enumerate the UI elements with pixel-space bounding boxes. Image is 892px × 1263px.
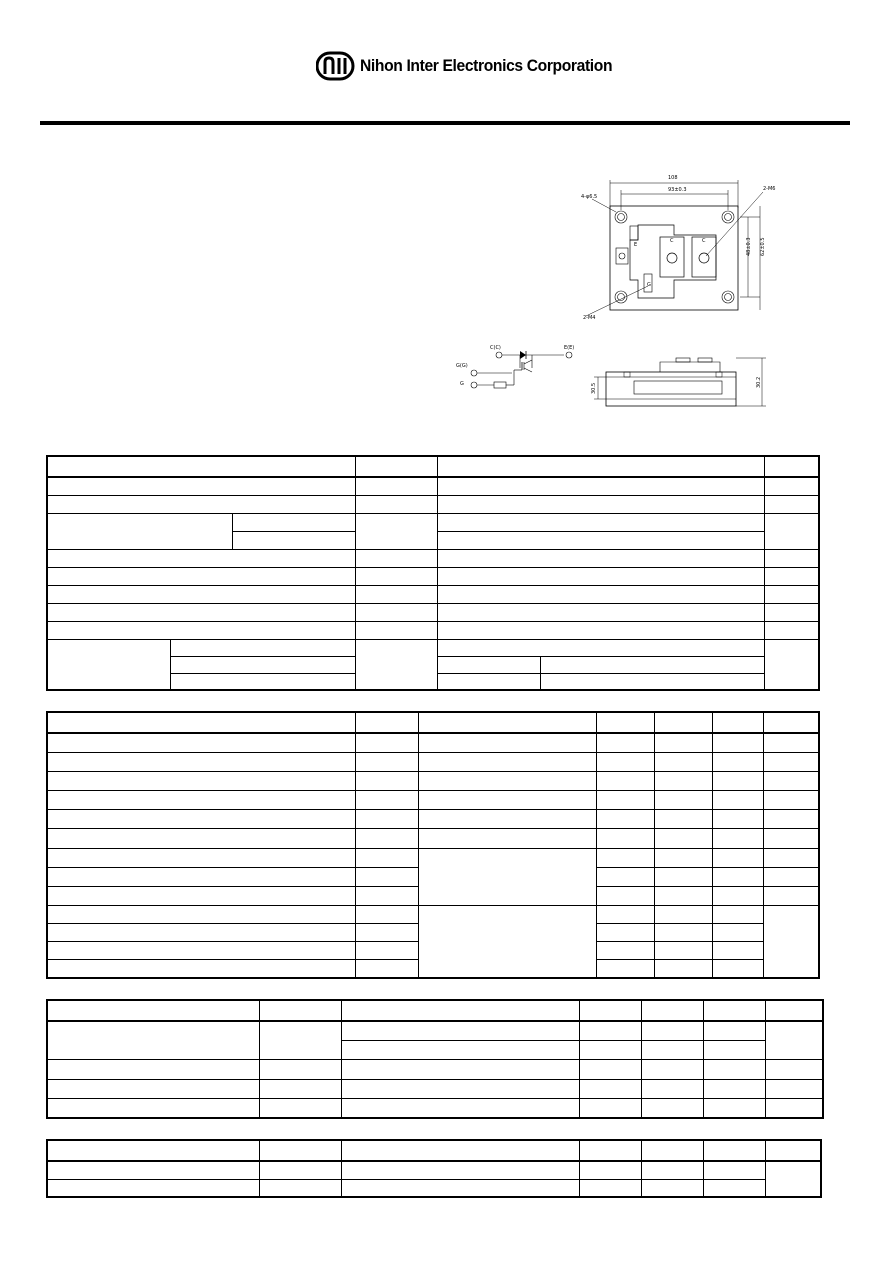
mounting-hole-tl	[615, 211, 627, 223]
table-row	[47, 621, 819, 639]
table-row	[47, 567, 819, 585]
table-row	[47, 513, 819, 531]
side-dim-b: 30.2	[756, 376, 762, 388]
dim-holes: 4-φ6.5	[581, 194, 598, 200]
screw-top-label: 2-M6	[763, 186, 776, 192]
terminal-c1-label: C	[670, 238, 674, 244]
mounting-hole-br	[722, 291, 734, 303]
table-row	[47, 1140, 821, 1161]
terminal-g-label: G	[647, 282, 651, 288]
circuit-label-g-left: G(G)	[456, 363, 468, 369]
table-row	[47, 905, 819, 923]
table-row	[47, 848, 819, 867]
dim-height-b: 62±0.5	[760, 237, 766, 256]
dim-height-a: 48±0.3	[746, 237, 752, 256]
table-row	[47, 1161, 821, 1179]
table-row	[47, 733, 819, 752]
equivalent-circuit	[452, 338, 582, 398]
package-outline-top-view	[578, 170, 778, 320]
table-row	[47, 771, 819, 790]
nie-logo-icon	[316, 50, 356, 82]
table-row	[47, 495, 819, 513]
table-row	[47, 829, 819, 848]
package-outline-side-view	[590, 352, 775, 412]
circuit-label-g: G	[460, 381, 464, 387]
table-row	[47, 1079, 823, 1098]
dim-inner: 93±0.3	[668, 187, 687, 193]
table-row	[47, 585, 819, 603]
thermal-characteristics-table	[46, 1139, 822, 1198]
terminal-e-label: E	[634, 242, 638, 248]
circuit-label-c: C(C)	[490, 345, 501, 351]
table-row	[47, 752, 819, 771]
circuit-label-e: E(E)	[564, 345, 575, 351]
table-row	[47, 810, 819, 829]
table-row	[47, 477, 819, 495]
company-name: Nihon Inter Electronics Corporation	[360, 56, 613, 75]
mounting-hole-tr	[722, 211, 734, 223]
table-row	[47, 1000, 823, 1021]
maximum-ratings-table	[46, 455, 820, 691]
table-row	[47, 1099, 823, 1118]
company-logo	[316, 50, 634, 82]
table-row	[47, 712, 819, 733]
diode-characteristics-table	[46, 999, 824, 1119]
table-row	[47, 791, 819, 810]
screw-bottom-label: 2-M4	[583, 315, 596, 320]
table-row	[47, 456, 819, 477]
dim-overall: 108	[668, 175, 678, 181]
table-row	[47, 1021, 823, 1040]
table-row	[47, 639, 819, 656]
side-dim-a: 30.5	[591, 382, 597, 394]
table-row	[47, 603, 819, 621]
header-rule	[40, 121, 850, 125]
table-row	[47, 1179, 821, 1197]
terminal-c2-label: C	[702, 238, 706, 244]
electrical-characteristics-table	[46, 711, 820, 979]
table-row	[47, 549, 819, 567]
table-row	[47, 1060, 823, 1079]
